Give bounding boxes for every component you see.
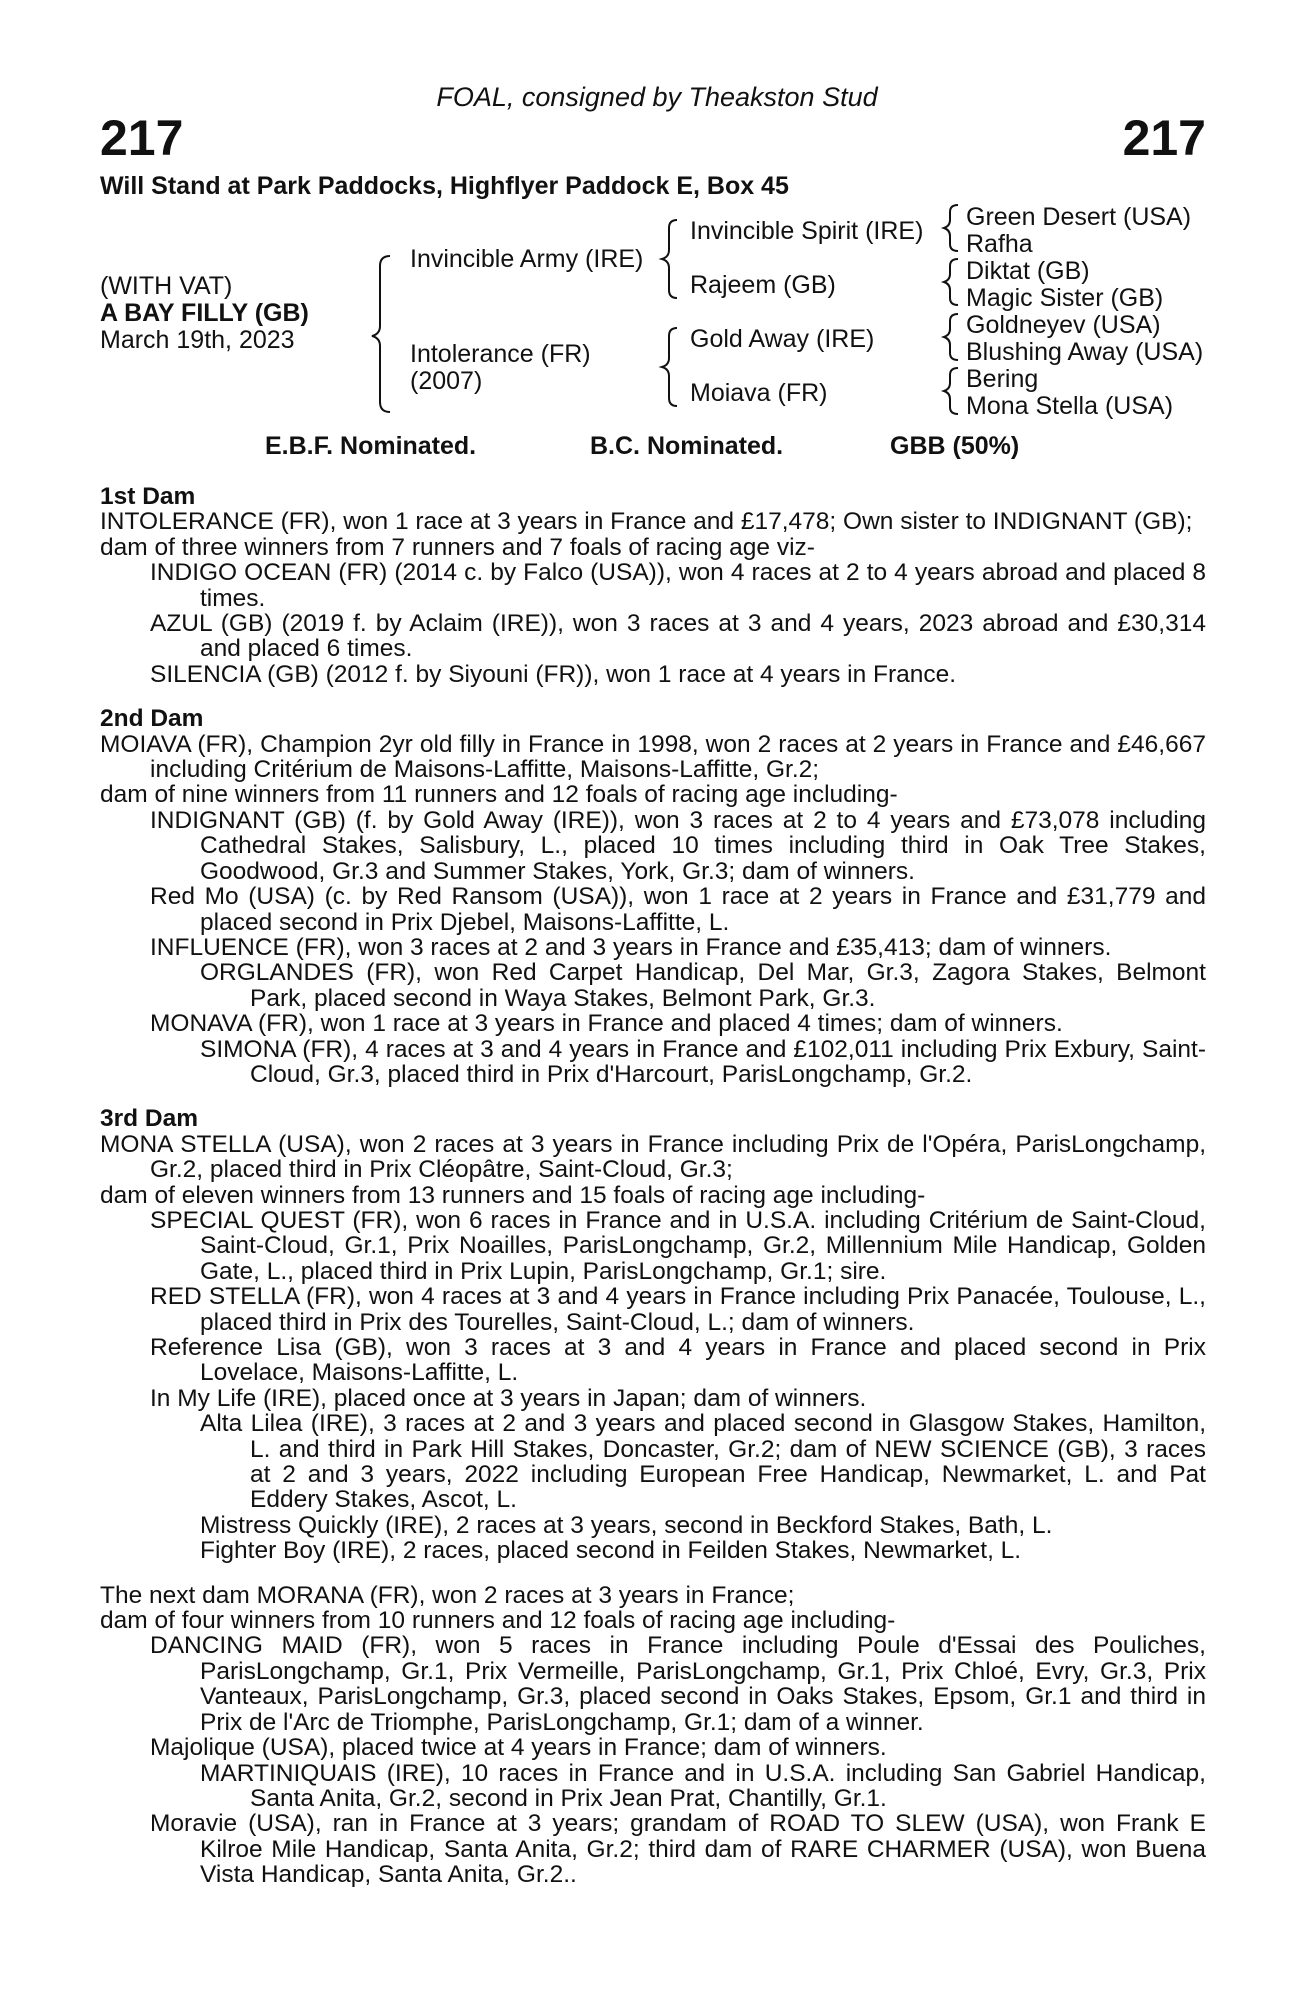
ebf-nomination: E.B.F. Nominated. xyxy=(265,432,477,460)
produce-entry: Red Mo (USA) (c. by Red Ransom (USA)), won 1 race at 2 years in France and £31,779 and placed second in Prix Djebel, Maisons-Laffitte, L. xyxy=(150,883,1206,936)
produce-entry: Fighter Boy (IRE), 2 races, placed second in Feilden Stakes, Newmarket, L. xyxy=(200,1537,1022,1565)
produce-entry: SIMONA (FR), 4 races at 3 and 4 years in France and £102,011 including Prix Exbury, Saint-Cloud, Gr.3, placed third in Prix d'Harcourt, ParisLongchamp, Gr.2. xyxy=(200,1035,1206,1088)
produce-entry: INFLUENCE (FR), won 3 races at 2 and 3 years in France and £35,413; dam of winners. xyxy=(150,933,1112,961)
second-dam-heading: 2nd Dam xyxy=(100,705,204,733)
produce-entry: SILENCIA (GB) (2012 f. by Siyouni (FR)), won 1 race at 4 years in France. xyxy=(150,660,957,688)
second-dam-entry: MOIAVA (FR), Champion 2yr old filly in France in 1998, won 2 races at 2 years in France and £46,667 including Critérium de Maisons-Laffitte, Maisons-Laffitte, Gr.2; xyxy=(100,730,1206,784)
first-dam-heading: 1st Dam xyxy=(100,483,196,510)
produce-entry: MARTINIQUAIS (IRE), 10 races in France and in U.S.A. including San Gabriel Handicap, Santa Anita, Gr.2, second in Prix Jean Prat, Chantilly, Gr.1. xyxy=(200,1759,1206,1812)
lot-number-left: 217 xyxy=(100,110,184,166)
consignor-line: FOAL, consigned by Theakston Stud xyxy=(436,82,878,112)
produce-entry: INDIGNANT (GB) (f. by Gold Away (IRE)), won 3 races at 2 to 4 years and £73,078 including Cathedral Stakes, Salisbury, L., placed 10 times including third in Oak Tree Stakes, Goodwood, Gr.3 and Summer Stakes, York, Gr.3; dam of winners. xyxy=(150,806,1206,885)
dam-sire: Gold Away (IRE) xyxy=(690,325,875,353)
gen3-ddd: Mona Stella (USA) xyxy=(966,392,1174,420)
gen3-sss: Green Desert (USA) xyxy=(966,203,1192,231)
gen3-sdd: Magic Sister (GB) xyxy=(966,284,1164,312)
gen3-dsd: Blushing Away (USA) xyxy=(966,338,1204,366)
first-dam-entry: INTOLERANCE (FR), won 1 race at 3 years in France and £17,478; Own sister to INDIGNANT (GB); xyxy=(100,508,1193,536)
produce-entry: Majolique (USA), placed twice at 4 years in France; dam of winners. xyxy=(150,1734,887,1762)
vat-note: (WITH VAT) xyxy=(100,272,233,300)
produce-summary: dam of eleven winners from 13 runners and 15 foals of racing age including- xyxy=(100,1181,926,1209)
produce-entry: INDIGO OCEAN (FR) (2014 c. by Falco (USA)), won 4 races at 2 to 4 years abroad and placed 8 times. xyxy=(150,559,1206,612)
third-dam-section xyxy=(100,1106,1206,1563)
gen3-ssd: Rafha xyxy=(966,230,1033,258)
produce-entry: MONAVA (FR), won 1 race at 3 years in France and placed 4 times; dam of winners. xyxy=(150,1010,1063,1038)
third-dam-entry: MONA STELLA (USA), won 2 races at 3 years in France including Prix de l'Opéra, ParisLongchamp, Gr.2, placed third in Prix Cléopâtre, Saint-Cloud, Gr.3; xyxy=(100,1130,1206,1184)
catalogue-body xyxy=(100,484,1206,1888)
produce-summary: dam of nine winners from 11 runners and 12 foals of racing age including- xyxy=(100,781,898,809)
produce-summary: dam of three winners from 7 runners and 7 foals of racing age viz- xyxy=(100,533,815,561)
sire-dam: Rajeem (GB) xyxy=(690,271,836,299)
produce-summary: dam of four winners from 10 runners and 12 foals of racing age including- xyxy=(100,1607,896,1635)
bc-nomination: B.C. Nominated. xyxy=(590,432,784,460)
produce-entry: RED STELLA (FR), won 4 races at 3 and 4 years in France including Prix Panacée, Toulouse, L., placed third in Prix des Tourelles, Saint-Cloud, L.; dam of winners. xyxy=(150,1283,1206,1336)
third-dam-heading: 3rd Dam xyxy=(100,1105,199,1133)
produce-entry: SPECIAL QUEST (FR), won 6 races in France and in U.S.A. including Critérium de Saint-Cloud, Saint-Cloud, Gr.1, Prix Noailles, ParisLongchamp, Gr.2, Millennium Mile Handicap, Golden Gate, L., placed third in Prix Lupin, ParisLongchamp, Gr.1; sire. xyxy=(150,1206,1206,1285)
produce-entry: Mistress Quickly (IRE), 2 races at 3 years, second in Beckford Stakes, Bath, L. xyxy=(200,1511,1053,1539)
gen3-sds: Diktat (GB) xyxy=(966,257,1090,285)
gen3-dds: Bering xyxy=(966,365,1039,393)
second-dam-section xyxy=(100,706,1206,1087)
gbb-status: GBB (50%) xyxy=(890,432,1020,460)
produce-entry: AZUL (GB) (2019 f. by Aclaim (IRE)), won 3 races at 3 and 4 years, 2023 abroad and £30,314 and placed 6 times. xyxy=(150,610,1206,663)
next-dam-entry: The next dam MORANA (FR), won 2 races at 3 years in France; xyxy=(100,1581,795,1609)
lot-number-right: 217 xyxy=(1122,110,1206,166)
foaling-date: March 19th, 2023 xyxy=(100,326,295,354)
dam: Intolerance (FR) xyxy=(410,340,591,368)
produce-entry: Reference Lisa (GB), won 3 races at 3 and 4 years in France and placed second in Prix Lovelace, Maisons-Laffitte, L. xyxy=(150,1334,1206,1387)
produce-entry: In My Life (IRE), placed once at 3 years in Japan; dam of winners. xyxy=(150,1384,867,1412)
stabling-line: Will Stand at Park Paddocks, Highflyer Paddock E, Box 45 xyxy=(100,172,789,200)
produce-entry: Moravie (USA), ran in France at 3 years; grandam of ROAD TO SLEW (USA), won Frank E Kilroe Mile Handicap, Santa Anita, Gr.2; third dam of RARE CHARMER (USA), won Buena Vista Handicap, Santa Anita, Gr.2.. xyxy=(150,1810,1206,1889)
dam-year: (2007) xyxy=(410,367,483,395)
produce-entry: Alta Lilea (IRE), 3 races at 2 and 3 years and placed second in Glasgow Stakes, Hamilton, L. and third in Park Hill Stakes, Doncaster, Gr.2; dam of NEW SCIENCE (GB), 3 races at 2 and 3 years, 2022 including European Free Handicap, Newmarket, L. and Pat Eddery Stakes, Ascot, L. xyxy=(200,1410,1206,1514)
dam-dam: Moiava (FR) xyxy=(690,379,828,407)
next-dam-section xyxy=(100,1583,1206,1888)
produce-entry: DANCING MAID (FR), won 5 races in France including Poule d'Essai des Pouliches, ParisLongchamp, Gr.1, Prix Vermeille, ParisLongchamp, Gr.1, Prix Chloé, Evry, Gr.3, Prix Vanteaux, ParisLongchamp, Gr.3, placed second in Oaks Stakes, Epsom, Gr.1 and third in Prix de l'Arc de Triomphe, ParisLongchamp, Gr.1; dam of a winner. xyxy=(150,1632,1206,1736)
produce-entry: ORGLANDES (FR), won Red Carpet Handicap, Del Mar, Gr.3, Zagora Stakes, Belmont Park, placed second in Waya Stakes, Belmont Park, Gr.3. xyxy=(200,959,1206,1012)
gen3-dss: Goldneyev (USA) xyxy=(966,311,1161,339)
sire-sire: Invincible Spirit (IRE) xyxy=(690,217,924,245)
horse-name: A BAY FILLY (GB) xyxy=(100,299,309,327)
first-dam-section xyxy=(100,484,1206,687)
sire: Invincible Army (IRE) xyxy=(410,245,644,273)
